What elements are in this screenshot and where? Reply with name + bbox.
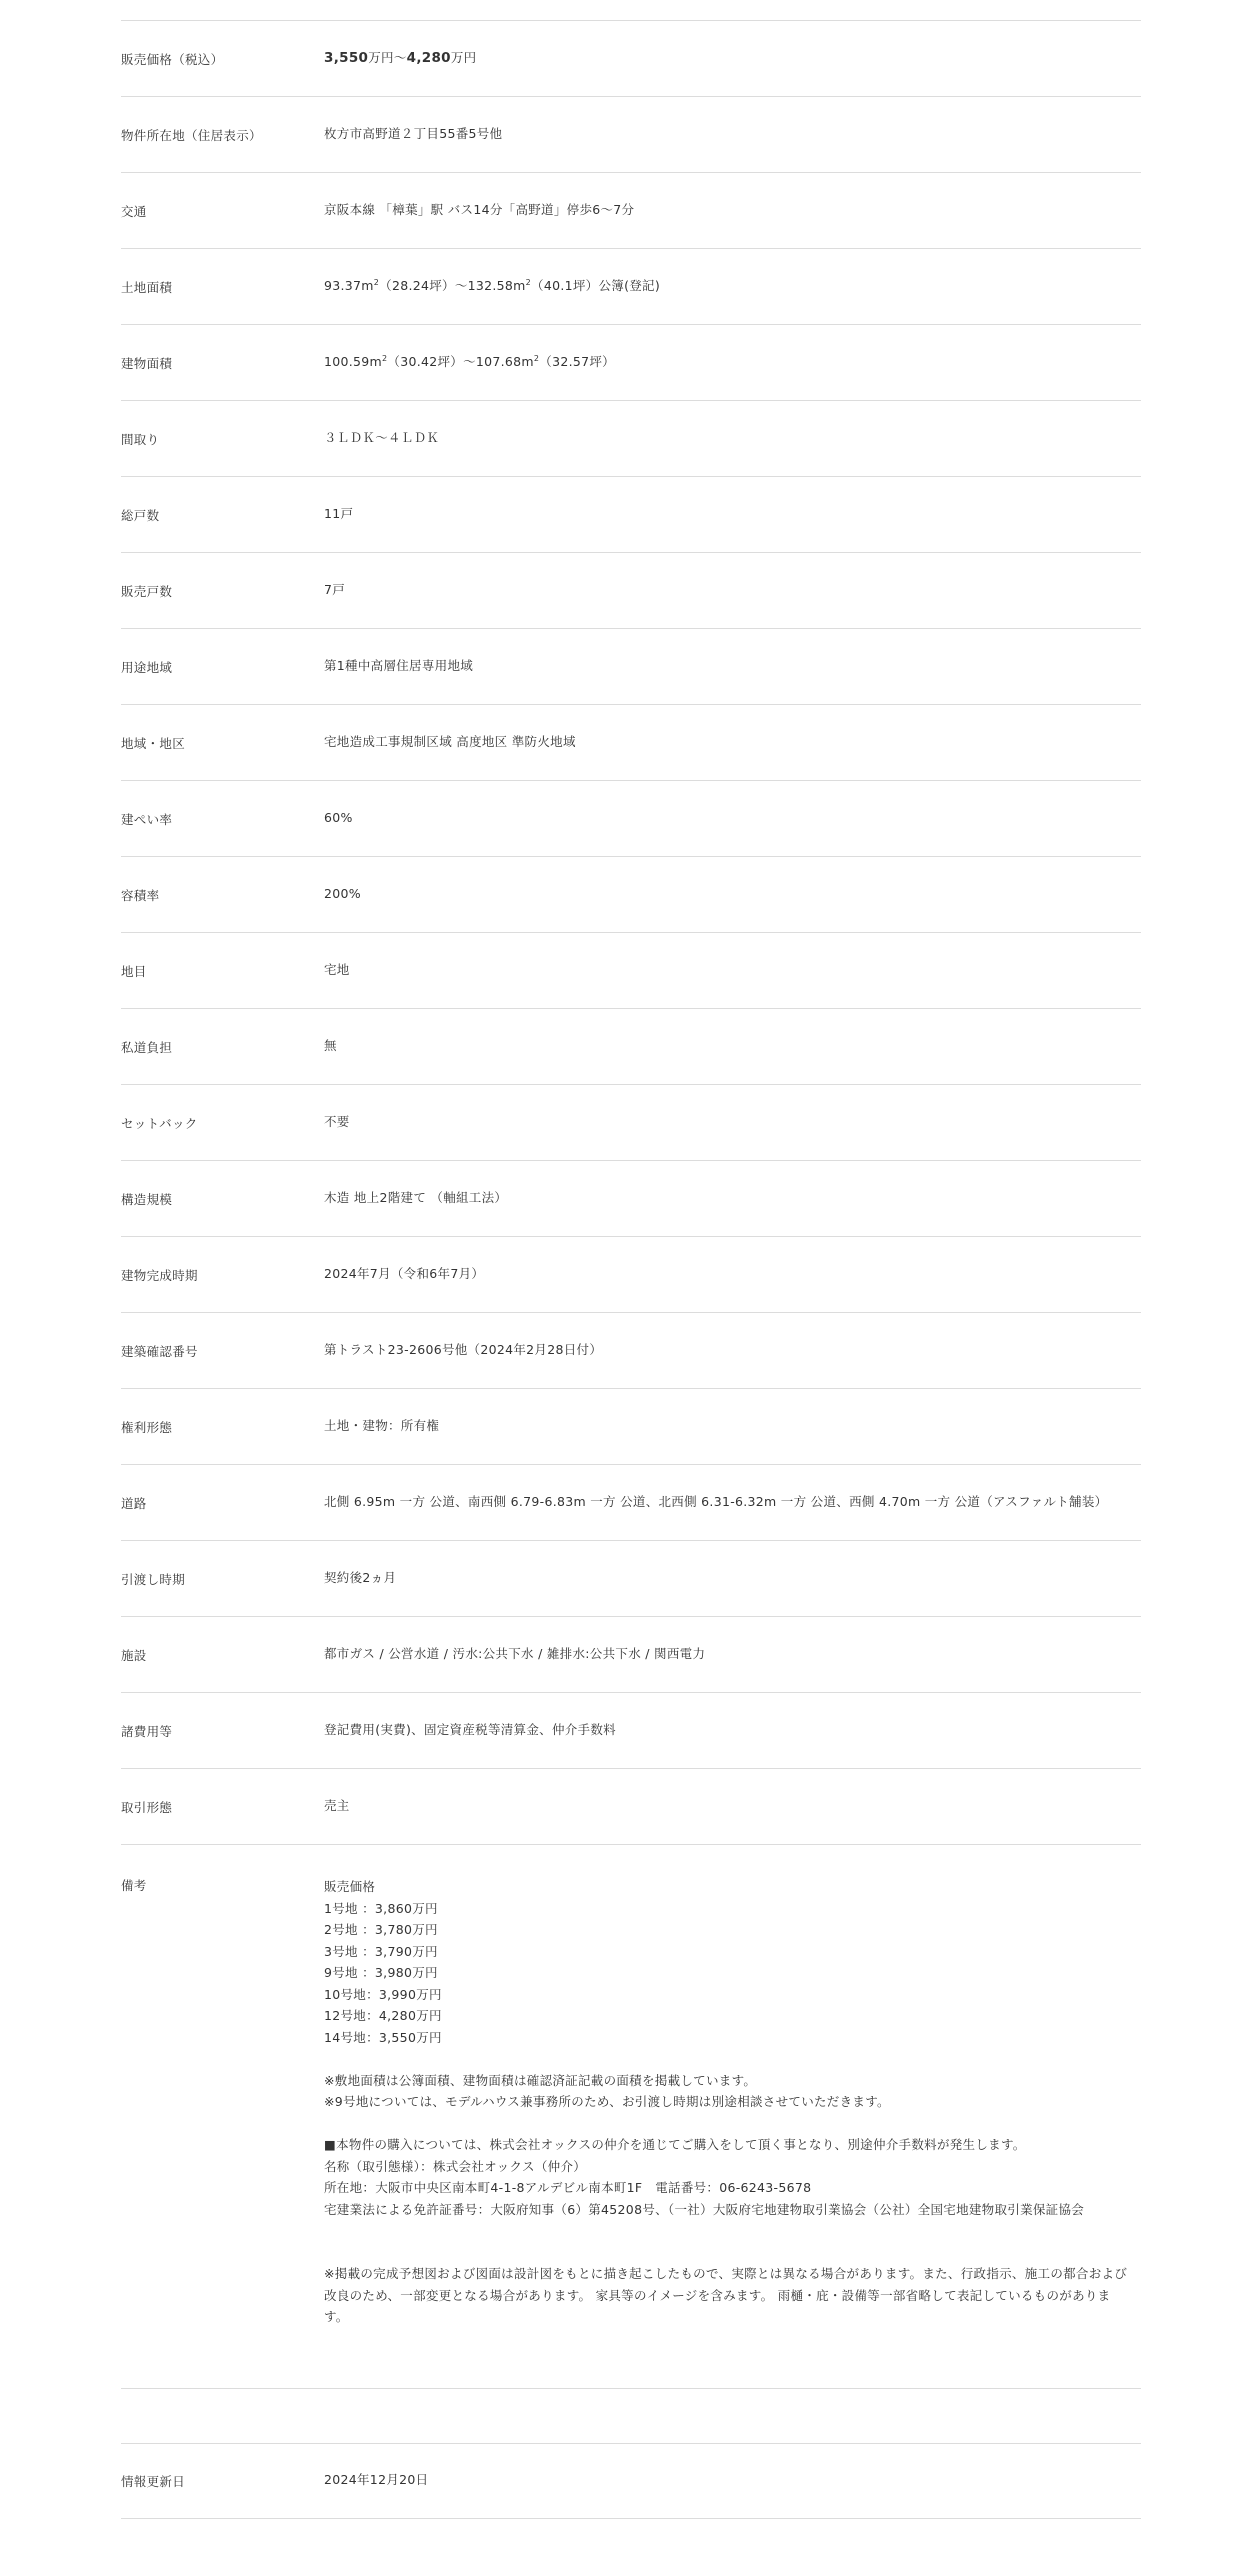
spec-label: 販売価格（税込） — [121, 51, 224, 67]
spec-value: 京阪本線 「樟葉」駅 バス14分「高野道」停歩6～7分 — [324, 202, 635, 218]
spec-label: 間取り — [121, 431, 160, 447]
spec-label: 用途地域 — [121, 659, 173, 675]
price-value — [324, 50, 1141, 68]
spec-label: 建物面積 — [121, 355, 173, 371]
spec-row — [121, 1009, 1141, 1085]
spec-row — [121, 477, 1141, 553]
price-sep: ～ — [393, 49, 407, 65]
spec-value: 第1種中高層住居専用地域 — [324, 658, 474, 674]
building-area-min: 100.59m — [324, 354, 383, 370]
spec-value: 枚方市高野道２丁目55番5号他 — [324, 126, 503, 142]
spec-row — [121, 1769, 1141, 1845]
spec-value: 2024年7月（令和6年7月） — [324, 1266, 485, 1282]
spec-row — [121, 781, 1141, 857]
spec-value: 60% — [324, 810, 353, 826]
spec-value: 契約後2ヵ月 — [324, 1570, 397, 1586]
spec-row — [121, 1313, 1141, 1389]
spec-value: 都市ガス / 公営水道 / 汚水:公共下水 / 雑排水:公共下水 / 関西電力 — [324, 1646, 706, 1662]
spec-label: 施設 — [121, 1647, 147, 1663]
remarks-line: 所在地：大阪市中央区南本町4-1-8アルデビル南本町1F 電話番号：06-6243-5678 — [324, 2180, 812, 2195]
spec-value: 無 — [324, 1038, 337, 1054]
spec-label: 建築確認番号 — [121, 1343, 198, 1359]
land-area-note: （40.1坪）公簿(登記) — [531, 278, 661, 294]
spec-value: 宅地造成工事規制区域 高度地区 準防火地域 — [324, 734, 576, 750]
remarks-line: 2号地 ：3,780万円 — [324, 1922, 438, 1937]
remarks-line: ※掲載の完成予想図および図面は設計図をもとに描き起こしたもので、実際とは異なる場合があります。また、行政指示、施工の都合および — [324, 2266, 1128, 2281]
remarks-line: ■本物件の購入については、株式会社オックスの仲介を通じてご購入をして頂く事となり、別途仲介手数料が発生します。 — [324, 2137, 1026, 2152]
spec-value: 土地・建物：所有権 — [324, 1418, 440, 1434]
spec-label: 備考 — [121, 1878, 147, 1893]
remarks-line — [324, 2242, 1141, 2264]
land-area-max: （28.24坪）～132.58m — [379, 278, 526, 294]
spec-label: 諸費用等 — [121, 1723, 173, 1739]
spec-row-price — [121, 21, 1141, 97]
spec-label: 交通 — [121, 203, 147, 219]
land-area-min: 93.37m — [324, 278, 374, 294]
remarks-line: ※敷地面積は公簿面積、建物面積は確認済証記載の面積を掲載しています。 — [324, 2072, 757, 2088]
remarks-line: 3号地 ：3,790万円 — [324, 1943, 438, 1959]
section-spacer — [121, 2389, 1141, 2443]
spec-value: 登記費用(実費)、固定資産税等清算金、仲介手数料 — [324, 1722, 616, 1738]
spec-value: 200% — [324, 886, 361, 902]
spec-row — [121, 1541, 1141, 1617]
remarks-line: 9号地 ：3,980万円 — [324, 1965, 438, 1980]
spec-value: 北側 6.95m 一方 公道、南西側 6.79-6.83m 一方 公道、北西側 6.31-6.32m 一方 公道、西側 4.70m 一方 公道（アスファルト舗装） — [324, 1494, 1108, 1510]
spec-label: 取引形態 — [121, 1799, 173, 1815]
spec-value: 木造 地上2階建て （軸組工法） — [324, 1190, 508, 1206]
spec-label: 道路 — [121, 1495, 147, 1511]
spec-value: ３ＬＤＫ～４ＬＤＫ — [324, 430, 440, 446]
spec-label: 建ぺい率 — [121, 811, 173, 827]
spec-value: 宅地 — [324, 962, 350, 978]
price-high: 4,280 — [406, 49, 451, 66]
remarks-line: 改良のため、一部変更となる場合があります。 家具等のイメージを含みます。 雨樋・庇・設備等一部省略して表記しているものがありま — [324, 2287, 1111, 2303]
spec-row — [121, 857, 1141, 933]
building-area-value — [324, 354, 1141, 370]
squared-sup: 2 — [373, 278, 380, 288]
building-area-max: （30.42坪）～107.68m — [387, 354, 534, 370]
spec-label: 販売戸数 — [121, 583, 173, 599]
property-spec-table — [121, 20, 1141, 2519]
spec-row — [121, 629, 1141, 705]
remarks-line: 14号地：3,550万円 — [324, 2029, 442, 2045]
remarks-line: 販売価格 — [324, 1879, 376, 1894]
spec-label: 私道負担 — [121, 1039, 173, 1055]
price-low: 3,550 — [324, 49, 369, 66]
squared-sup: 2 — [382, 354, 388, 364]
spec-row-address — [121, 97, 1141, 173]
price-unit: 万円 — [368, 49, 394, 65]
spec-row-remarks — [121, 1845, 1141, 2389]
spec-label: 構造規模 — [121, 1191, 173, 1207]
spec-row — [121, 1693, 1141, 1769]
spec-row — [121, 553, 1141, 629]
building-area-note: （32.57坪） — [539, 354, 615, 370]
spec-row — [121, 401, 1141, 477]
spec-label: セットバック — [121, 1115, 198, 1131]
spec-value: 7戸 — [324, 582, 346, 598]
remarks-line: 12号地：4,280万円 — [324, 2008, 442, 2023]
spec-row — [121, 933, 1141, 1009]
spec-label: 地域・地区 — [121, 735, 186, 751]
spec-row — [121, 1085, 1141, 1161]
spec-value: 売主 — [324, 1798, 350, 1814]
remarks-text — [324, 1876, 1141, 2328]
spec-label: 総戸数 — [121, 507, 160, 523]
spec-row — [121, 1389, 1141, 1465]
remarks-line — [324, 2220, 1141, 2242]
spec-value: 不要 — [324, 1114, 350, 1130]
spec-row — [121, 1237, 1141, 1313]
spec-row-land-area — [121, 249, 1141, 325]
remarks-line: 10号地：3,990万円 — [324, 1986, 442, 2002]
remarks-line — [324, 2113, 1141, 2135]
spec-row — [121, 1465, 1141, 1541]
spec-row-access — [121, 173, 1141, 249]
squared-sup: 2 — [525, 278, 532, 288]
spec-label: 権利形態 — [121, 1419, 173, 1435]
updated-date: 2024年12月20日 — [324, 2472, 429, 2488]
remarks-line — [324, 2048, 1141, 2070]
remarks-line: す。 — [324, 2309, 349, 2324]
remarks-line: 名称（取引態様）：株式会社オックス（仲介） — [324, 2158, 587, 2174]
squared-sup: 2 — [533, 354, 540, 364]
spec-value: 11戸 — [324, 506, 354, 522]
spec-value: 第トラスト23-2606号他（2024年2月28日付） — [324, 1342, 603, 1358]
spec-label: 情報更新日 — [121, 2473, 186, 2489]
price-unit: 万円 — [450, 49, 477, 65]
spec-label: 建物完成時期 — [121, 1267, 198, 1283]
spec-row-building-area — [121, 325, 1141, 401]
spec-row — [121, 1617, 1141, 1693]
spec-label: 地目 — [121, 963, 147, 979]
spec-label: 物件所在地（住居表示） — [121, 127, 262, 143]
remarks-line: 1号地 ：3,860万円 — [324, 1900, 438, 1916]
spec-label: 引渡し時期 — [121, 1571, 186, 1587]
spec-row — [121, 705, 1141, 781]
spec-row — [121, 1161, 1141, 1237]
land-area-value — [324, 278, 1141, 294]
spec-label: 容積率 — [121, 887, 160, 903]
spec-label: 土地面積 — [121, 279, 173, 295]
remarks-line: ※9号地については、モデルハウス兼事務所のため、お引渡し時期は別途相談させていただきます。 — [324, 2094, 890, 2109]
spec-row-updated — [121, 2443, 1141, 2519]
remarks-line: 宅建業法による免許証番号：大阪府知事（6）第45208号、（一社）大阪府宅地建物取引業協会（公社）全国宅地建物取引業保証協会 — [324, 2201, 1085, 2217]
